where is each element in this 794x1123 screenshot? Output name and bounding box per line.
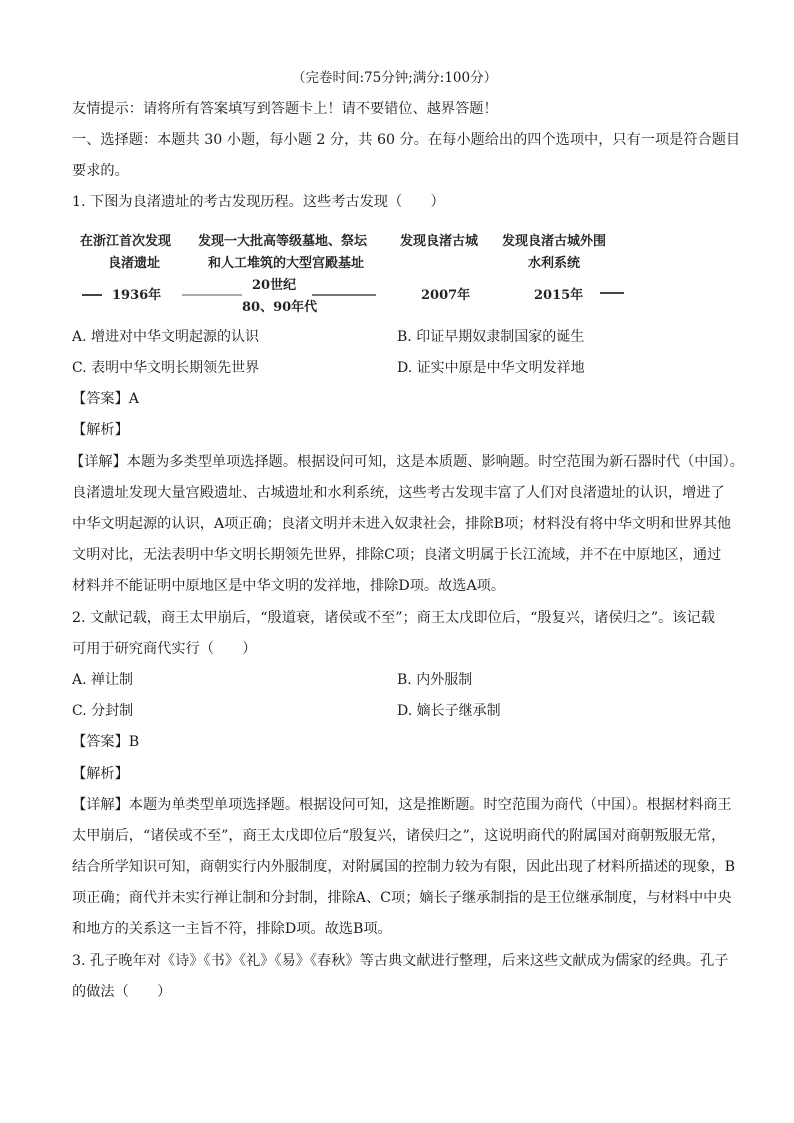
q2-option-a[interactable]: A. 禅让制 <box>72 672 134 688</box>
q1-option-b[interactable]: B. 印证早期奴隶制国家的诞生 <box>397 329 585 345</box>
q2-answer <box>72 732 139 752</box>
q1-analysis-tag: 【解析】 <box>72 422 129 438</box>
timeline-year-4: 2015年 <box>534 288 584 303</box>
answer-value: B <box>128 734 140 750</box>
section-instruction-line1: 一、选择题：本题共 30 小题，每小题 2 分，共 60 分。在每小题给出的四个选项中，只有一项是符合题目 <box>72 132 741 148</box>
q3-stem-line2: 的做法（ ） <box>72 984 172 1000</box>
q2-option-d[interactable]: D. 嫡长子继承制 <box>397 703 501 719</box>
answer-tag: 【答案】 <box>72 734 129 750</box>
notice: 友情提示：请将所有答案填写到答题卡上！请不要错位、越界答题！ <box>72 101 498 117</box>
answer-tag: 【答案】 <box>72 391 129 407</box>
q2-detail-line3: 结合所学知识可知，商朝实行内外服制度，对附属国的控制力较为有限，因此出现了材料所描述的现象，B <box>72 859 736 875</box>
timeline-year-3: 2007年 <box>421 288 471 303</box>
q2-analysis-tag: 【解析】 <box>72 766 129 782</box>
timeline-axis-seg4 <box>600 292 624 294</box>
q1-timeline-figure <box>80 224 640 324</box>
q1-detail-line5: 材料并不能证明中原地区是中华文明的发祥地，排除D项。故选A项。 <box>72 578 506 594</box>
timeline-event-1-line1: 在浙江首次发现 <box>80 234 172 249</box>
q2-detail-line4: 项正确；商代并未实行禅让制和分封制，排除A、C项；嫡长子继承制指的是王位继承制度，与材料中中央 <box>72 890 732 906</box>
section-instruction-line2: 要求的。 <box>72 163 129 179</box>
timeline-event-4-line1: 发现良渚古城外围 <box>502 234 607 249</box>
q1-detail-line3: 中华文明起源的认识，A项正确；良渚文明并未进入奴隶社会，排除B项；材料没有将中华文明和世界其他 <box>72 516 732 532</box>
timeline-event-1-line2: 良渚遗址 <box>108 256 161 271</box>
timeline-year-2-line1: 20世纪 <box>252 278 297 293</box>
q1-detail-line1: 【详解】本题为多类型单项选择题。根据设问可知，这是本质题、影响题。时空范围为新石器时代（中国）。 <box>70 454 744 470</box>
q1-option-c[interactable]: C. 表明中华文明长期领先世界 <box>72 360 260 376</box>
timeline-event-4-line2: 水利系统 <box>528 256 581 271</box>
q1-stem: 1. 下图为良渚遗址的考古发现历程。这些考古发现（ ） <box>72 194 445 210</box>
q2-detail-line1: 【详解】本题为单类型单项选择题。根据设问可知，这是推断题。时空范围为商代（中国）。根据材料商王 <box>72 797 732 813</box>
exam-info: （完卷时间:75分钟;满分:100分） <box>292 70 498 86</box>
timeline-year-1: 1936年 <box>112 288 162 303</box>
timeline-event-2-line1: 发现一大批高等级墓地、祭坛 <box>198 234 368 249</box>
q2-stem-line2: 可用于研究商代实行（ ） <box>72 641 257 657</box>
timeline-axis-seg1 <box>82 294 102 296</box>
timeline-axis-seg3 <box>312 294 376 296</box>
timeline-axis-seg2 <box>182 294 242 296</box>
timeline-event-2-line2: 和人工堆筑的大型宫殿基址 <box>208 256 365 271</box>
q3-stem-line1: 3. 孔子晚年对《诗》《书》《礼》《易》《春秋》等古典文献进行整理，后来这些文献成为儒家的经典。孔子 <box>72 953 729 969</box>
timeline-event-3: 发现良渚古城 <box>400 234 479 249</box>
q1-detail-line2: 良渚遗址发现大量宫殿遗址、古城遗址和水利系统，这些考古发现丰富了人们对良渚遗址的认识，增进了 <box>72 485 725 501</box>
q1-option-d[interactable]: D. 证实中原是中华文明发祥地 <box>397 360 585 376</box>
q2-detail-line2: 太甲崩后，“诸侯或不至”，商王太戊即位后“殷复兴，诸侯归之”，这说明商代的附属国对商朝叛服无常， <box>72 828 726 844</box>
answer-value: A <box>128 391 140 407</box>
timeline-year-2-line2: 80、90年代 <box>242 300 318 315</box>
q2-option-b[interactable]: B. 内外服制 <box>397 672 473 688</box>
q2-stem-line1: 2. 文献记载，商王太甲崩后，“殷道衰，诸侯或不至”；商王太戊即位后，“殷复兴，诸侯归之”。该记载 <box>72 610 715 626</box>
q2-option-c[interactable]: C. 分封制 <box>72 703 134 719</box>
q2-detail-line5: 和地方的关系这一主旨不符，排除D项。故选B项。 <box>72 921 392 937</box>
q1-answer <box>72 389 139 409</box>
q1-option-a[interactable]: A. 增进对中华文明起源的认识 <box>72 329 260 345</box>
q1-detail-line4: 文明对比，无法表明中华文明长期领先世界，排除C项；良渚文明属于长江流域，并不在中原地区，通过 <box>72 547 722 563</box>
